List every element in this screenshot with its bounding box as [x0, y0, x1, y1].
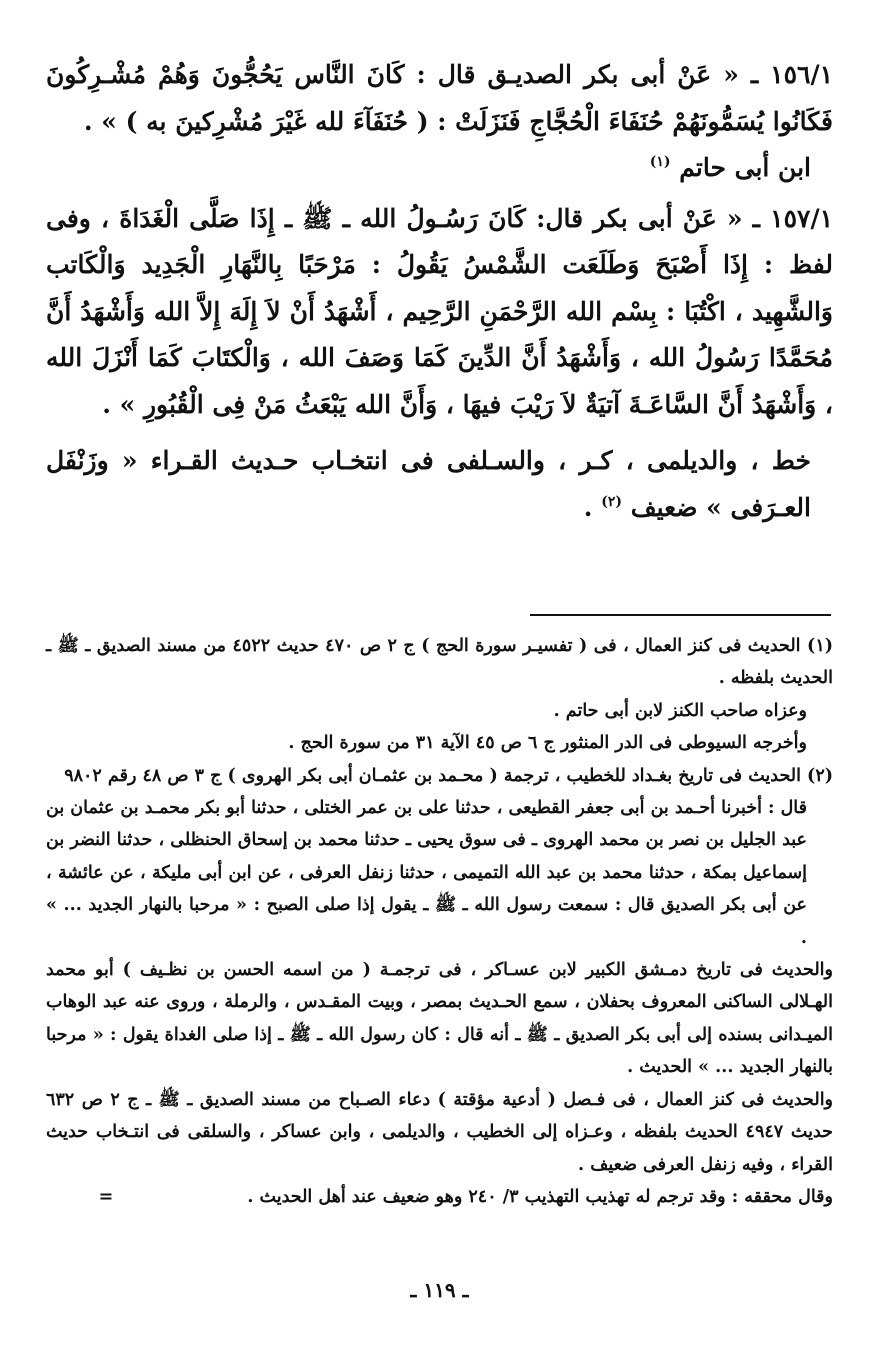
footnote-divider [530, 614, 831, 616]
source-157-end: . [583, 492, 593, 522]
footnote-2-isnad: قال : أخبرنا أحـمد بن أبى جعفر القطيعى ، حدثنا على بن عمر الختلى ، حدثنا أبو بكر محمـد بن عثمان بن عبد الجليل بن نصر بن محمد الهروى ـ فى سوق يحيى ـ حدثنا محمد بن إسحاق الحنظلى ، حدثنا النضر بن إسماعيل بمكة ، حدثنا محمد بن عبد الله التميمى ، حدثنا زنفل العرفى ، عن ابن أبى مليكة ، عن عائشة ، عن أبى بكر الصديق قال : سمعت رسول الله ـ ﷺ ـ يقول إذا صلى الصبح : « مرحبا بالنهار الجديد ... » . [46, 798, 807, 948]
hadith-157: ١٥٧/١ ـ « عَنْ أبى بكر قال: كَانَ رَسُـولُ الله ـ ﷺ ـ إِذَا صَلَّى الْغَدَاةَ ، وفى لفظ : إِذَا أَصْبَحَ وَطَلَعَت الشَّمْسُ يَقُولُ : مَرْحَبًا بِالنَّهَارِ الْجَدِيد وَالْكَاتب وَالشَّهِيد ، اكْتُبَا : بِسْم الله الرَّحْمَنِ الرَّحِيم ، أَشْهَدُ أَنْ لاَ إِلَهَ إِلاَّ الله وَأَشْهَدُ أَنَّ مُحَمَّدًا رَسُولُ الله ، وَأَشْهَدُ أَنَّ الدِّينَ كَمَا وَصَفَ الله ، وَالْكتَابَ كَمَا أَنْزَلَ الله ، وَأَشْهَدُ أَنَّ السَّاعَـةَ آتيَةٌ لاَ رَيْبَ فيهَا ، وَأَنَّ الله يَبْعَثُ مَنْ فِى الْقُبُورِ » . [46, 203, 833, 419]
footnotes [46, 630, 833, 1213]
main-text [46, 52, 833, 535]
source-157-text: خط ، والديلمى ، كـر ، والسـلفى فى انتخـاب حـديث القـراء « وزَنْفَل العـرَفى » ضعيف [46, 446, 811, 522]
hadith-156-source [46, 145, 833, 196]
hadith-156: ١٥٦/١ ـ « عَنْ أبى بكر الصديـق قال : كَانَ النَّاس يَحُجُّونَ وَهُمْ مُشْـرِكُونَ فَكَانُوا يُسَمُّونَهُمْ حُنَفَاءَ الْحُجَّاجِ فَنَزَلَتْ : ( حُنَفَآءَ لله غَيْرَ مُشْرِكينَ به ) » . [46, 60, 833, 136]
paragraph-gap [46, 428, 833, 438]
footnote-1-suyuti: وأخرجه السيوطى فى الدر المنثور ج ٦ ص ٤٥ الآية ٣١ من سورة الحج . [288, 733, 807, 754]
footnote-ref-1: (١) [649, 154, 671, 170]
source-156-text: ابن أبى حاتم [679, 153, 811, 182]
page-number: ـ ١١٩ ـ [410, 1278, 469, 1302]
footnote-1-attribution: وعزاه صاحب الكنز لابن أبى حاتم . [553, 700, 807, 721]
footnote-2-muhaqqiq [46, 1181, 833, 1213]
footnote-2: (٢) الحديث فى تاريخ بغـداد للخطيب ، ترجمة ( محـمد بن عثمـان أبى بكر الهروى ) ج ٣ ص ٤٨ رقم ٩٨٠٢ [64, 765, 833, 786]
muhaqqiq-text: وقال محققه : وقد ترجم له تهذيب التهذيب ٣/ ٢٤٠ وهو ضعيف عند أهل الحديث . [247, 1186, 833, 1207]
continuation-mark: = [98, 1186, 114, 1207]
footnote-1: (١) الحديث فى كنز العمال ، فى ( تفسيـر سورة الحج ) ج ٢ ص ٤٧٠ حديث ٤٥٢٢ من مسند الصديق ـ ﷺ ـ الحديث بلفظه . [46, 636, 833, 689]
hadith-157-source [46, 438, 833, 535]
footnote-2-kanz: والحديث فى كنز العمال ، فى فـصل ( أدعية مؤقتة ) دعاء الصـباح من مسند الصديق ـ ﷺ ـ ج ٢ ص ٦٣٢ حديث ٤٩٤٧ الحديث بلفظه ، وعـزاه إلى الخطيب ، والديلمى ، وابن عساكر ، والسلقى فى انتـخاب حديث القراء ، وفيه زنفل العرفى ضعيف . [46, 1089, 834, 1175]
footnote-ref-2: (٢) [601, 493, 622, 510]
footnote-2-damascus: والحديث فى تاريخ دمـشق الكبير لابن عسـاكر ، فى ترجمـة ( من اسمه الحسن بن نظـيف ) أبو محمد الهـلالى الساكنى المعروف بحفلان ، سمع الحـديث بمصر ، وبيت المقـدس ، والرملة ، وروى عنه عبد الوهاب الميـدانى بسنده إلى أبى بكر الصديق ـ ﷺ ـ أنه قال : كان رسول الله ـ ﷺ ـ إذا صلى الغداة يقول : « مرحبا بالنهار الجديد ... » الحديث . [46, 960, 833, 1078]
